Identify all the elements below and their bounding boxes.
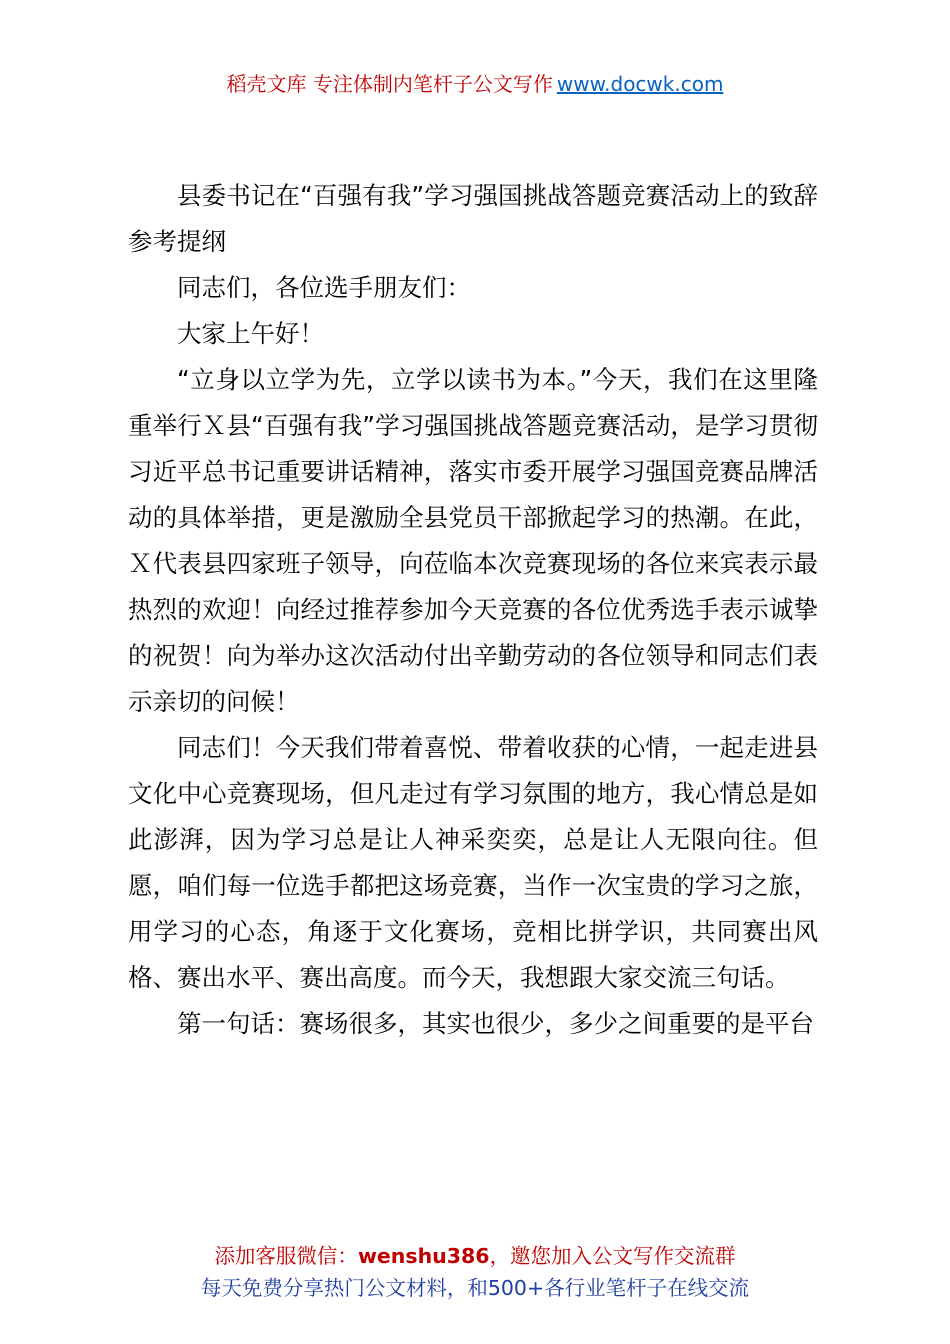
footer-line-1: [0, 1240, 950, 1272]
document-title: 县委书记在“百强有我”学习强国挑战答题竞赛活动上的致辞参考提纲: [128, 181, 818, 256]
document-body: [128, 173, 818, 1047]
footer-wechat-id: wenshu386: [357, 1244, 490, 1268]
page-header: [0, 68, 950, 100]
paragraph-greeting: 大家上午好！: [177, 319, 324, 348]
page-footer: [0, 1240, 950, 1304]
header-brand-text: 稻壳文库 专注体制内笔杆子公文写作: [226, 72, 553, 96]
footer-wechat-prefix: 添加客服微信：: [214, 1244, 358, 1268]
header-site-link[interactable]: www.docwk.com: [556, 72, 724, 96]
footer-wechat-suffix: ，邀您加入公文写作交流群: [489, 1244, 736, 1268]
paragraph-opening: “立身以立学为先，立学以读书为本。”今天，我们在这里隆重举行Ｘ县“百强有我”学习强国挑战答题竞赛活动，是学习贯彻习近平总书记重要讲话精神，落实市委开展学习强国竞赛品牌活动的具体举措，更是激励全县党员干部掀起学习的热潮。在此，Ｘ代表县四家班子领导，向莅临本次竞赛现场的各位来宾表示最热烈的欢迎！向经过推荐参加今天竞赛的各位优秀选手表示诚挚的祝贺！向为举办这次活动付出辛勤劳动的各位领导和同志们表示亲切的问候！: [128, 365, 818, 716]
paragraph-salutation: 同志们，各位选手朋友们：: [177, 273, 471, 302]
paragraph-section-heading: 第一句话：赛场很多，其实也很少，多少之间重要的是平台: [177, 1009, 814, 1038]
paragraph-body: 同志们！今天我们带着喜悦、带着收获的心情，一起走进县文化中心竞赛现场，但凡走过有学习氛围的地方，我心情总是如此澎湃，因为学习总是让人神采奕奕，总是让人无限向往。但愿，咱们每一位选手都把这场竞赛，当作一次宝贵的学习之旅，用学习的心态，角逐于文化赛场，竞相比拼学识，共同赛出风格、赛出水平、赛出高度。而今天，我想跟大家交流三句话。: [128, 733, 818, 992]
footer-line-2: 每天免费分享热门公文材料，和500+各行业笔杆子在线交流: [200, 1276, 750, 1300]
